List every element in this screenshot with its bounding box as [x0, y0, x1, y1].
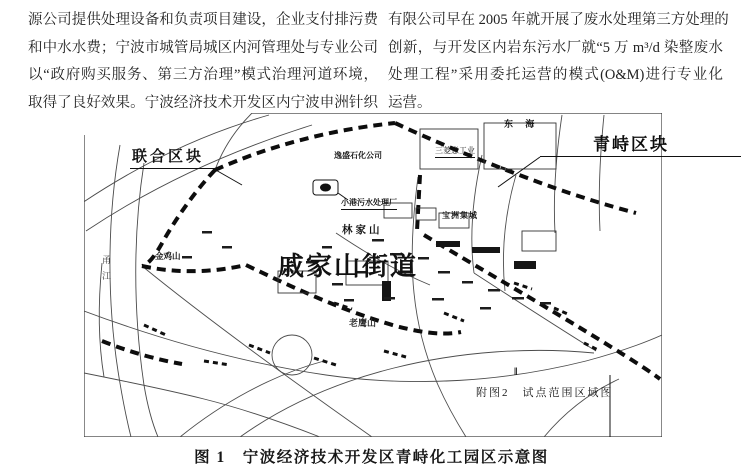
qingzhi-underline-rule	[540, 156, 741, 157]
paragraph-right-column	[388, 7, 729, 117]
label-linjiashan-hill: 林家山	[342, 225, 383, 236]
inset-tick-mark: ‖	[514, 366, 518, 378]
label-jinjishan-hill: 金鸡山	[155, 251, 181, 261]
inset-figure-note: 附图2 试点范围区域图	[476, 387, 614, 399]
label-baozhou-area: 宝洲集城	[442, 211, 478, 220]
label-lianhe-block: 联合区块	[130, 145, 218, 169]
text-line: 创新，与开发区内岩东污水厂就“5 万 m³/d 染整废水	[388, 39, 723, 56]
label-sewage-plant: 小港污水处理厂	[341, 197, 397, 210]
paragraph-left-column	[28, 7, 378, 117]
text-line: 处理工程”采用委托运营的模式(O&M)进行专业化	[388, 67, 723, 83]
label-qingzhi-block: 青峙区块	[593, 135, 669, 154]
label-sanling-industry: 三菱意工业	[435, 145, 475, 158]
label-east-sea: 东 海	[504, 119, 540, 129]
text-line: 和中水水费；宁波市城管局城区内河管理处与专业公司	[28, 39, 378, 56]
figure-map-frame	[84, 113, 662, 437]
figure-caption: 图 1 宁波经济技术开发区青峙化工园区示意图	[194, 449, 549, 466]
label-laoyingshan-hill: 老鹰山	[349, 318, 377, 328]
text-line: 运营。	[388, 94, 432, 111]
text-line: 源公司提供处理设备和负责项目建设，企业支付排污费	[28, 12, 378, 28]
label-yong-river: 甬江	[101, 255, 111, 287]
text-line: 有限公司早在 2005 年就开展了废水处理第三方处理的	[388, 12, 729, 28]
text-line: 取得了良好效果。宁波经济技术开发区内宁波申洲针织	[28, 94, 378, 111]
label-yisheng-company: 逸盛石化公司	[334, 151, 382, 160]
text-line: 以“政府购买服务、第三方治理”模式治理河道环境，	[28, 67, 378, 83]
label-qijiashan-street: 戚家山街道	[278, 252, 419, 281]
